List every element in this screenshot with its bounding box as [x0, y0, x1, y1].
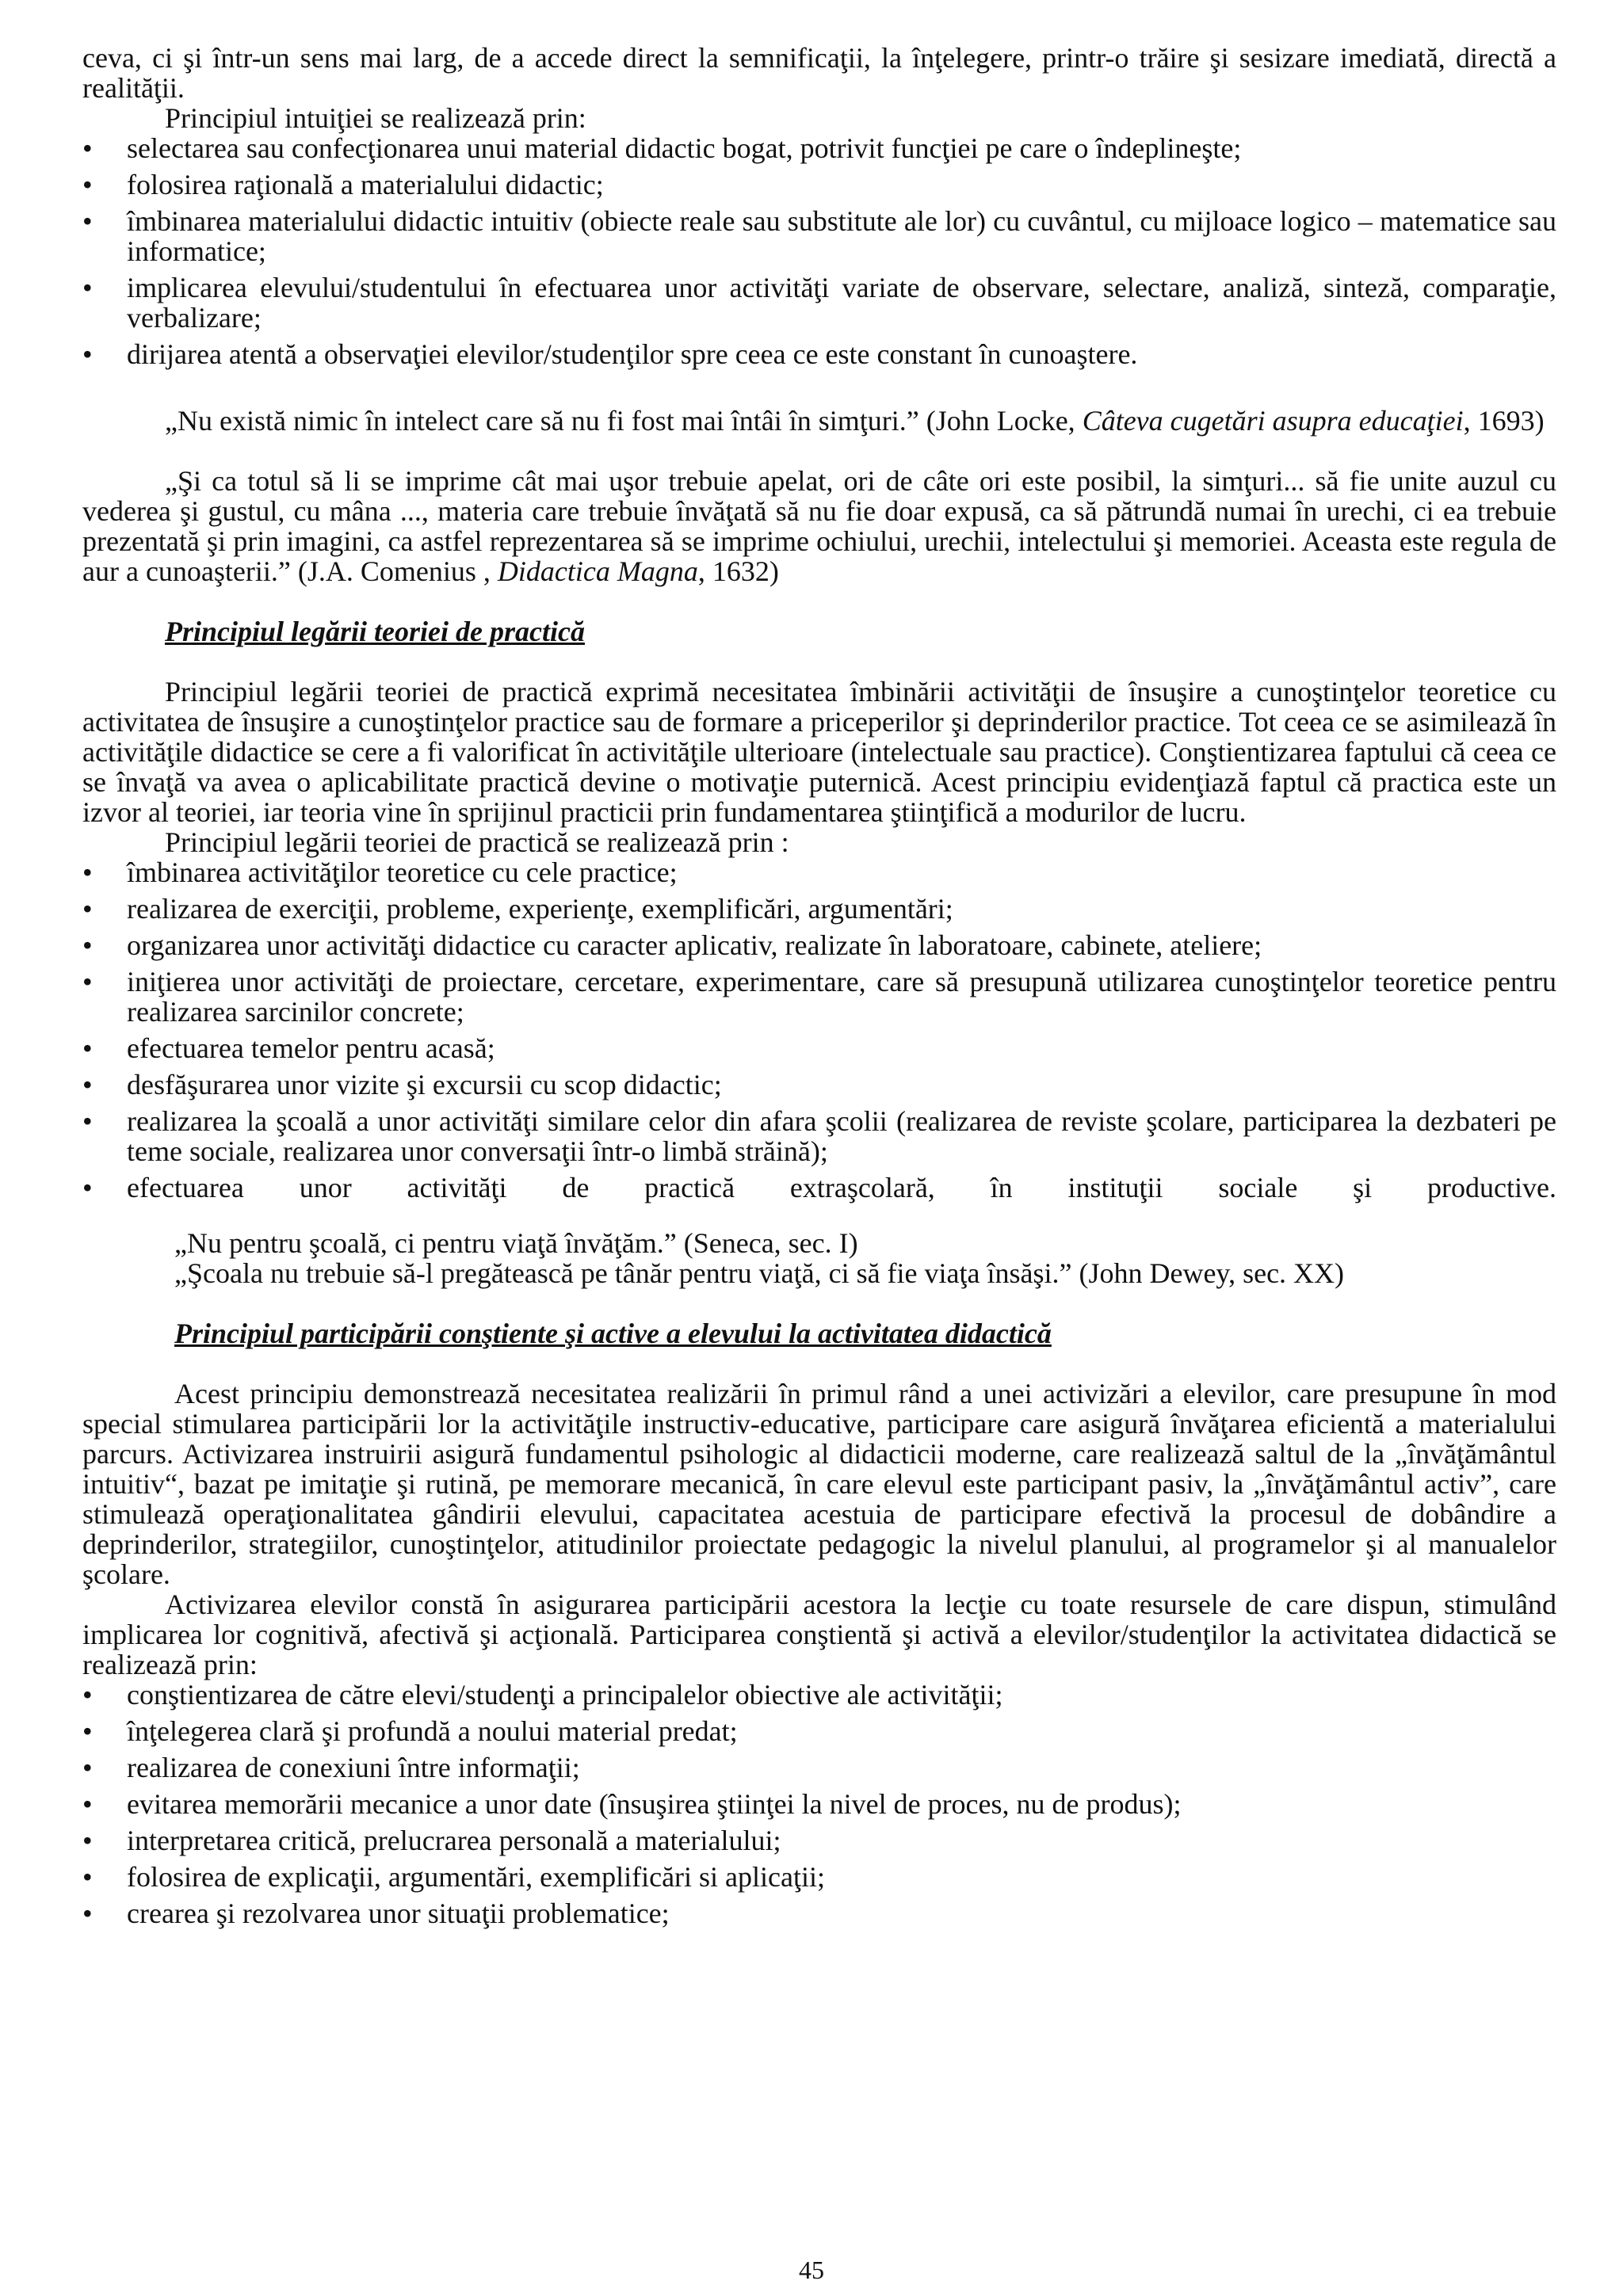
page-number: 45	[799, 2256, 824, 2284]
bullet-icon: •	[82, 1679, 93, 1711]
bullet-icon: •	[82, 1715, 93, 1747]
bullet-icon: •	[82, 1897, 93, 1929]
bullet-icon: •	[82, 338, 93, 370]
bullet-icon: •	[82, 1032, 93, 1064]
participation-paragraph-2: Activizarea elevilor constă în asigurarea participării acestora la lecţie cu toate resursele de care dispun, stimulând implicarea lor cognitivă, afectivă şi acţională. Participarea conştientă şi activă a elevilor/studenţilor la activitatea didactică se realizează prin:	[82, 1589, 1556, 1680]
list-item: • dirijarea atentă a observaţiei elevilor/studenţilor spre ceea ce este constant în cunoaştere.	[82, 338, 1138, 370]
bullet-icon: •	[82, 1105, 93, 1137]
list-item: • folosirea raţională a materialului didactic;	[82, 169, 604, 200]
list-item: • conştientizarea de către elevi/studenţi a principalelor obiective ale activităţii;	[82, 1679, 1003, 1711]
list-item: • selectarea sau confecţionarea unui material didactic bogat, potrivit funcţiei pe care o îndeplineşte;	[82, 132, 1242, 164]
intro-continuation: ceva, ci şi într-un sens mai larg, de a accede direct la semnificaţii, la înţelegere, printr-o trăire şi sesizare imediată, directă a realităţii.	[82, 42, 1556, 104]
list-item: • realizarea de exerciţii, probleme, experienţe, exemplificări, argumentări;	[82, 893, 953, 925]
bullet-icon: •	[82, 205, 93, 237]
bullet-icon: •	[82, 169, 93, 200]
bullet-icon: •	[82, 893, 93, 925]
list-item: • efectuarea unor activităţi de practică extraşcolară, în instituţii sociale şi productive.	[82, 1172, 1556, 1203]
participation-bullet-list	[82, 1680, 1556, 1928]
quote-seneca: „Nu pentru şcoală, ci pentru viaţă învăţăm.” (Seneca, sec. I)	[174, 1227, 858, 1259]
intro-bullet-list	[82, 133, 1556, 369]
theory-bullet-list	[82, 857, 1556, 1203]
list-item: • folosirea de explicaţii, argumentări, exemplificări si aplicaţii;	[82, 1861, 825, 1893]
section-heading-participation: Principiul participării conştiente şi active a elevului la activitatea didactică	[174, 1318, 1052, 1349]
bullet-icon: •	[82, 966, 93, 997]
bullet-icon: •	[82, 1788, 93, 1820]
list-item: • organizarea unor activităţi didactice cu caracter aplicativ, realizate în laboratoare, cabinete, ateliere;	[82, 929, 1262, 961]
bullet-icon: •	[82, 1861, 93, 1893]
quote-dewey: „Şcoala nu trebuie să-l pregătească pe tânăr pentru viaţă, ci să fie viaţa însăşi.” (John Dewey, sec. XX)	[174, 1257, 1345, 1289]
intro-lead: Principiul intuiţiei se realizează prin:	[165, 102, 586, 134]
bullet-icon: •	[82, 1752, 93, 1783]
list-item: • înţelegerea clară şi profundă a noului material predat;	[82, 1715, 738, 1747]
list-item: • îmbinarea activităţilor teoretice cu cele practice;	[82, 856, 678, 888]
quote-locke: „Nu există nimic în intelect care să nu fi fost mai întâi în simţuri.” (John Locke, Câteva cugetări asupra educaţiei, 1693)	[165, 405, 1545, 437]
bullet-icon: •	[82, 132, 93, 164]
list-item: • crearea şi rezolvarea unor situaţii problematice;	[82, 1897, 670, 1929]
bullet-icon: •	[82, 1069, 93, 1100]
list-item: • evitarea memorării mecanice a unor date (însuşirea ştiinţei la nivel de proces, nu de produs);	[82, 1788, 1182, 1820]
list-item: • iniţierea unor activităţi de proiectare, cercetare, experimentare, care să presupună utilizarea cunoştinţelor teoretice pentru realizarea sarcinilor concrete;	[82, 966, 1556, 1028]
list-item: • interpretarea critică, prelucrarea personală a materialului;	[82, 1825, 781, 1856]
quote-comenius: „Şi ca totul să li se imprime cât mai uşor trebuie apelat, ori de câte ori este posibil, la simţuri... să fie unite auzul cu vederea şi gustul, cu mâna ..., materia care trebuie învăţată să nu fie doar expusă, ca să pătrundă numai în urechi, ci ea trebuie prezentată şi prin imagini, ca astfel reprezentarea să se imprime ochiului, urechii, intelectului şi memoriei. Aceasta este regula de aur a cunoaşterii.” (J.A. Comenius , Didactica Magna, 1632)	[82, 465, 1556, 587]
list-item: • implicarea elevului/studentului în efectuarea unor activităţi variate de observare, selectare, analiză, sinteză, comparaţie, verbalizare;	[82, 272, 1556, 334]
participation-paragraph-1: Acest principiu demonstrează necesitatea realizării în primul rând a unei activizări a elevilor, care presupune în mod special stimularea participării lor la activităţile instructiv-educative, participare care asigură învăţarea eficientă a materialului parcurs. Activizarea instruirii asigură fundamentul psihologic al didacticii moderne, care realizează saltul de la „învăţământul intuitiv“, bazat pe imitaţie şi rutină, pe memorare mecanică, în care elevul este participant pasiv, la „învăţământul activ”, care stimulează operaţionalitatea gândirii elevului, capacitatea acestuia de participare efectivă la procesul de dobândire a deprinderilor, strategiilor, cunoştinţelor, atitudinilor proiectate pedagogic la nivelul planului, al programelor şi al manualelor şcolare.	[82, 1378, 1556, 1590]
bullet-icon: •	[82, 929, 93, 961]
list-item: • îmbinarea materialului didactic intuitiv (obiecte reale sau substitute ale lor) cu cuvântul, cu mijloace logico – matematice sau informatice;	[82, 205, 1556, 267]
list-item: • realizarea de conexiuni între informaţii;	[82, 1752, 580, 1783]
list-item: • desfăşurarea unor vizite şi excursii cu scop didactic;	[82, 1069, 722, 1100]
section-heading-theory-practice: Principiul legării teoriei de practică	[165, 616, 585, 647]
list-item: • realizarea la şcoală a unor activităţi similare celor din afara şcolii (realizarea de reviste şcolare, participarea la dezbateri pe teme sociale, realizarea unor conversaţii într-o limbă străină);	[82, 1105, 1556, 1167]
bullet-icon: •	[82, 1172, 93, 1203]
bullet-icon: •	[82, 272, 93, 303]
theory-paragraph: Principiul legării teoriei de practică exprimă necesitatea îmbinării activităţii de însuşire a cunoştinţelor teoretice cu activitatea de însuşire a cunoştinţelor practice sau de formare a priceperilor şi deprinderilor practice. Tot ceea ce se asimilează în activităţile didactice se cere a fi valorificat în activităţile ulterioare (intelectuale sau practice). Conştientizarea faptului că ceea ce se învaţă va avea o aplicabilitate practică devine o motivaţie puternică. Acest principiu evidenţiază faptul că practica este un izvor al teoriei, iar teoria vine în sprijinul practicii prin fundamentarea ştiinţifică a modurilor de lucru.	[82, 676, 1556, 828]
theory-lead: Principiul legării teoriei de practică se realizează prin :	[165, 826, 789, 858]
bullet-icon: •	[82, 856, 93, 888]
bullet-icon: •	[82, 1825, 93, 1856]
list-item: • efectuarea temelor pentru acasă;	[82, 1032, 495, 1064]
